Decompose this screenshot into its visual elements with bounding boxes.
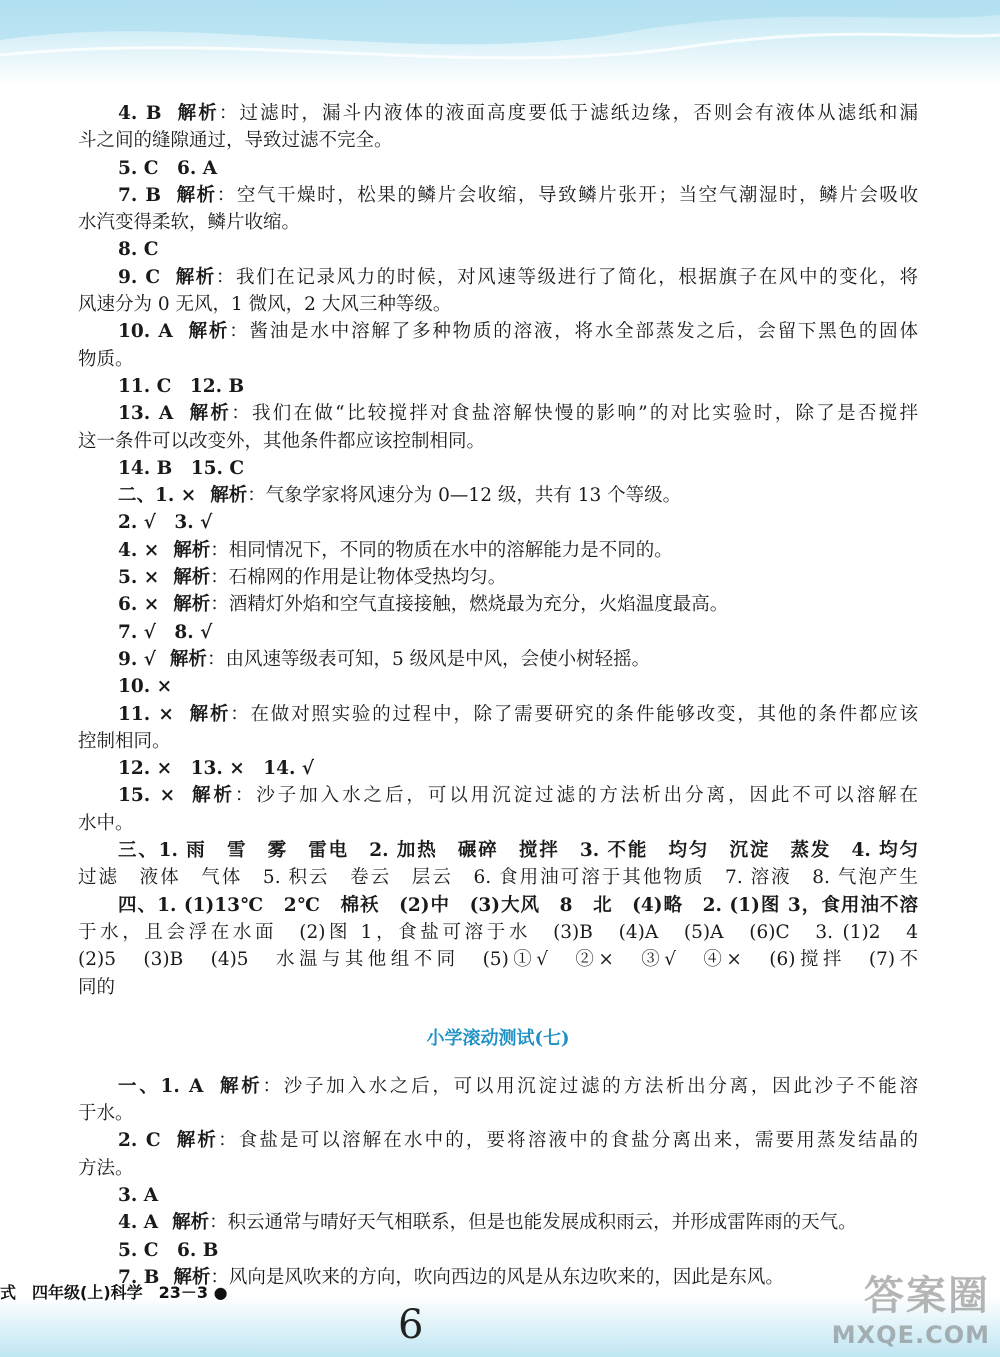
- answer-item: [78, 837, 918, 864]
- section-title: 小学滚动测试(七): [426, 1027, 570, 1049]
- answer-item: [78, 755, 918, 782]
- answer-item: [78, 782, 918, 809]
- analysis-text: ：石棉网的作用是让物体受热均匀。: [210, 567, 507, 589]
- answer-number: 7. B: [118, 184, 161, 206]
- answer-continuation: [78, 428, 918, 455]
- answer-item: [78, 892, 918, 919]
- continuation-text: 物质。: [78, 348, 134, 370]
- continuation-text: 控制相同。: [78, 730, 171, 752]
- analysis-text: ：酒精灯外焰和空气直接接触，燃烧最为充分，火焰温度最高。: [210, 594, 729, 616]
- analysis-label: 解析: [173, 594, 211, 616]
- analysis-label: 解析: [187, 703, 231, 725]
- answer-number: 6. ×: [118, 594, 160, 616]
- continuation-text: (2)5 (3)B (4)5 水温与其他组不同 (5)①√ ②× ③√ ④× (6)搅拌 (7)不: [78, 949, 918, 971]
- answer-number: 4. ×: [118, 539, 160, 561]
- answer-content: [78, 100, 918, 1291]
- analysis-label: 解析: [172, 1212, 210, 1234]
- answer-number: 14. B 15. C: [118, 457, 245, 479]
- top-decorative-band: [0, 0, 1000, 85]
- answer-number: 5. ×: [118, 567, 160, 589]
- answer-item: [78, 155, 918, 182]
- answer-continuation: [78, 291, 918, 318]
- answer-item: [78, 100, 918, 127]
- answer-number: 一、1. A: [118, 1075, 204, 1097]
- analysis-text: ：相同情况下，不同的物质在水中的溶解能力是不同的。: [210, 539, 673, 561]
- analysis-label: 解析: [173, 1266, 211, 1288]
- analysis-text: ：沙子加入水之后，可以用沉淀过滤的方法析出分离，因此沙子不能溶: [262, 1075, 918, 1097]
- answer-number: 二、1. ×: [118, 485, 197, 507]
- answer-number: 15. ×: [118, 785, 176, 807]
- answer-item: [78, 509, 918, 536]
- analysis-text: ：空气干燥时，松果的鳞片会收缩，导致鳞片张开；当空气潮湿时，鳞片会吸收: [216, 184, 918, 206]
- answer-number: 5. C 6. A: [118, 157, 218, 179]
- analysis-text: ：风向是风吹来的方向，吹向西边的风是从东边吹来的，因此是东风。: [210, 1266, 784, 1288]
- continuation-text: 过滤 液体 气体 5. 积云 卷云 层云 6. 食用油可溶于其他物质 7. 溶液 8. 气泡产生: [78, 867, 918, 889]
- answer-item: [78, 1127, 918, 1154]
- answer-item: [78, 182, 918, 209]
- continuation-text: 水中。: [78, 812, 134, 834]
- answer-number: 7. B: [118, 1266, 160, 1288]
- answer-item: [78, 1209, 918, 1236]
- answer-item: [78, 619, 918, 646]
- answer-number: 3. A: [118, 1184, 159, 1206]
- answer-item: [78, 373, 918, 400]
- analysis-label: 解析: [175, 103, 219, 124]
- answer-number: 9. C: [118, 266, 161, 288]
- answer-item: [78, 1073, 918, 1100]
- answer-item: [78, 236, 918, 263]
- answer-item: [78, 400, 918, 427]
- answer-continuation: [78, 346, 918, 373]
- analysis-text: ：我们在记录风力的时候，对风速等级进行了简化，根据旗子在风中的变化，将: [215, 266, 918, 288]
- answer-continuation: [78, 974, 918, 1001]
- answer-item: [78, 701, 918, 728]
- answer-item: [78, 264, 918, 291]
- analysis-text: ：食盐是可以溶解在水中的，要将溶液中的食盐分离出来，需要用蒸发结晶的: [218, 1130, 918, 1152]
- answer-item: [78, 673, 918, 700]
- answer-continuation: [78, 810, 918, 837]
- continuation-text: 同的: [78, 976, 116, 998]
- answer-item: [78, 318, 918, 345]
- analysis-label: 解析: [217, 1075, 263, 1097]
- continuation-text: 这一条件可以改变外，其他条件都应该控制相同。: [78, 430, 486, 452]
- answer-number: 2. √ 3. √: [118, 512, 213, 534]
- analysis-label: 解析: [173, 539, 211, 561]
- answer-number: 2. C: [118, 1130, 161, 1152]
- answer-number: 三、1. 雨 雪 雾 雷电 2. 加热 碾碎 搅拌 3. 不能 均匀 沉淀 蒸发 4. 均匀: [118, 840, 918, 862]
- continuation-text: 于水。: [78, 1103, 134, 1125]
- answer-continuation: [78, 728, 918, 755]
- analysis-text: ：由风速等级表可知，5 级风是中风，会使小树轻摇。: [206, 648, 651, 670]
- answer-item: [78, 646, 918, 673]
- analysis-label: 解析: [174, 266, 216, 288]
- answer-item: [78, 482, 918, 509]
- analysis-text: ：我们在做“比较搅拌对食盐溶解快慢的影响”的对比实验时，除了是否搅拌: [231, 403, 918, 425]
- answer-item: [78, 1237, 918, 1264]
- answer-item: [78, 1182, 918, 1209]
- answer-continuation: [78, 209, 918, 236]
- answer-number: 11. ×: [118, 703, 174, 725]
- page-footer: 式 四年级(上)科学 23－3 ●: [0, 1283, 228, 1302]
- analysis-text: ：沙子加入水之后，可以用沉淀过滤的方法析出分离，因此不可以溶解在: [234, 785, 918, 807]
- answer-item: [78, 455, 918, 482]
- answer-continuation: [78, 1100, 918, 1127]
- answer-number: 11. C 12. B: [118, 375, 245, 397]
- analysis-label: 解析: [169, 648, 207, 670]
- analysis-text: ：在做对照实验的过程中，除了需要研究的条件能够改变，其他的条件都应该: [230, 703, 918, 725]
- continuation-text: 斗之间的缝隙通过，导致过滤不完全。: [78, 130, 393, 152]
- handwritten-mark: 6: [398, 1302, 424, 1348]
- answer-number: 10. A: [118, 321, 173, 343]
- answer-item: [78, 591, 918, 618]
- answer-number: 12. × 13. × 14. √: [118, 758, 315, 780]
- watermark-logo-text: 答案圈: [864, 1273, 990, 1319]
- answer-continuation: [78, 1155, 918, 1182]
- analysis-text: ：积云通常与晴好天气相联系，但是也能发展成积雨云，并形成雷阵雨的天气。: [209, 1212, 857, 1234]
- wave-decoration: [0, 0, 1000, 85]
- analysis-label: 解析: [186, 321, 230, 343]
- answer-number: 7. √ 8. √: [118, 621, 213, 643]
- answer-number: 10. ×: [118, 676, 173, 698]
- answer-number: 13. A: [118, 403, 174, 425]
- answer-item: [78, 564, 918, 591]
- analysis-label: 解析: [210, 485, 248, 507]
- answer-number: 四、1. (1)13℃ 2℃ 棉袄 (2)中 (3)大风 8 北 (4)略 2. (1)图 3，食用油不溶: [118, 894, 918, 916]
- watermark: [832, 1264, 990, 1349]
- continuation-text: 水汽变得柔软，鳞片收缩。: [78, 212, 301, 234]
- analysis-label: 解析: [173, 567, 211, 589]
- answer-continuation: [78, 946, 918, 973]
- answer-item: [78, 537, 918, 564]
- answer-number: 5. C 6. B: [118, 1239, 219, 1261]
- analysis-text: ：过滤时，漏斗内液体的液面高度要低于滤纸边缘，否则会有液体从滤纸和漏: [218, 103, 918, 124]
- analysis-label: 解析: [187, 403, 232, 425]
- analysis-label: 解析: [174, 184, 217, 206]
- answer-continuation: [78, 919, 918, 946]
- answer-number: 4. B: [118, 103, 162, 124]
- analysis-label: 解析: [174, 1130, 219, 1152]
- answer-continuation: [78, 127, 918, 154]
- analysis-text: ：酱油是水中溶解了多种物质的溶液，将水全部蒸发之后，会留下黑色的固体: [229, 321, 918, 343]
- answer-number: 9. √: [118, 648, 156, 670]
- watermark-url: MXQE.COM: [831, 1321, 990, 1349]
- continuation-text: 风速分为 0 无风，1 微风，2 大风三种等级。: [78, 294, 452, 316]
- analysis-label: 解析: [189, 785, 235, 807]
- answer-continuation: [78, 864, 918, 891]
- analysis-text: ：气象学家将风速分为 0—12 级，共有 13 个等级。: [247, 485, 682, 507]
- continuation-text: 于水，且会浮在水面 (2)图 1，食盐可溶于水 (3)B (4)A (5)A (6)C 3. (1)2 4: [78, 921, 918, 943]
- answer-number: 4. A: [118, 1212, 159, 1234]
- continuation-text: 方法。: [78, 1157, 134, 1179]
- answer-number: 8. C: [118, 239, 159, 261]
